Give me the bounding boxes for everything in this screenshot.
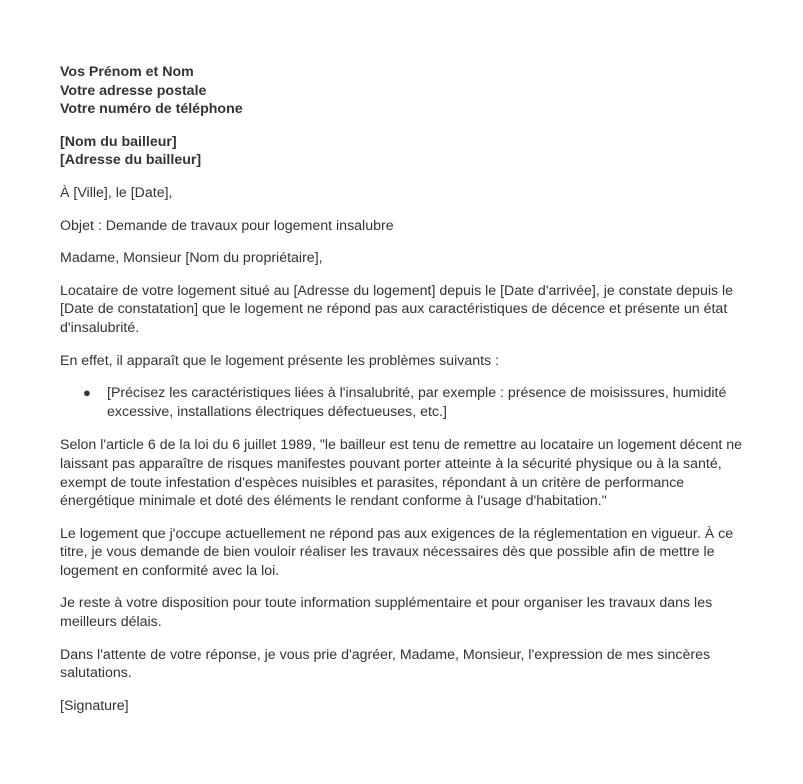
subject-line: Objet : Demande de travaux pour logement insalubre — [60, 217, 394, 234]
paragraph-availability: Je reste à votre disposition pour toute information supplémentaire et pour organiser les travaux dans les meilleurs délais. — [60, 595, 713, 631]
paragraph-law: Selon l'article 6 de la loi du 6 juillet 1989, "le bailleur est tenu de remettre au locataire un logement décent ne laissant pas apparaître de risques manifestes pouvant porter atteinte à la sécurité physique ou à la santé, exempt de toute infestation d'espèces nuisibles et parasites, répondant à un critère de performance énergétique minimale et doté des éléments le rendant conforme à l'usage d'habitation." — [60, 437, 743, 510]
list-item-text: [Précisez les caractéristiques liées à l'insalubrité, par exemple : présence de moisissures, humidité excessive, installations électriques défectueuses, etc.] — [107, 385, 727, 420]
paragraph-closing: Dans l'attente de votre réponse, je vous prie d'agréer, Madame, Monsieur, l'expression de mes sincères salutations. — [60, 646, 711, 682]
list-item — [83, 384, 745, 421]
letter — [60, 63, 745, 729]
place-date: À [Ville], le [Date], — [60, 184, 173, 201]
sender-phone: Votre numéro de téléphone — [60, 101, 243, 118]
bullet-icon: ● — [83, 385, 91, 401]
paragraph-problems-intro: En effet, il apparaît que le logement présente les problèmes suivants : — [60, 352, 500, 369]
salutation: Madame, Monsieur [Nom du propriétaire], — [60, 250, 323, 267]
paragraph-intro: Locataire de votre logement situé au [Adresse du logement] depuis le [Date d'arrivée], je constate depuis le [Date de constatation] que le logement ne répond pas aux caractéristiques de décence et présente un état d'insalubrité. — [60, 282, 734, 336]
signature: [Signature] — [60, 697, 129, 714]
sender-name: Vos Prénom et Nom — [60, 64, 194, 80]
recipient-address: [Adresse du bailleur] — [60, 152, 202, 169]
recipient-name: [Nom du bailleur] — [60, 133, 177, 150]
sender-address: Votre adresse postale — [60, 82, 207, 99]
problems-list — [60, 384, 745, 421]
sender-block — [60, 63, 745, 119]
paragraph-request: Le logement que j'occupe actuellement ne répond pas aux exigences de la réglementation en vigueur. À ce titre, je vous demande de bien vouloir réaliser les travaux nécessaires dès que possible afin de mettre le logement en conformité avec la loi. — [60, 525, 734, 579]
recipient-block — [60, 133, 745, 170]
